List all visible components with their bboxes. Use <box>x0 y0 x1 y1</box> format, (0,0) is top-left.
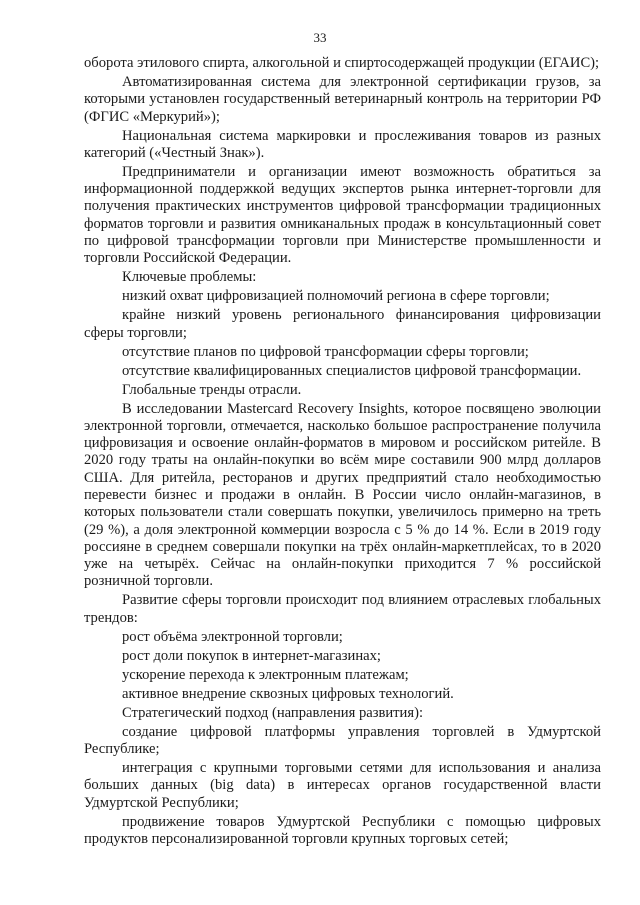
list-item: активное внедрение сквозных цифровых технологий. <box>122 685 454 702</box>
paragraph: Предприниматели и организации имеют возможность обратиться за информационной поддержкой ведущих экспертов рынка интернет-торговли для получения практических инструментов цифровой трансформации традиционных форматов торговли и развития омниканальных продаж в консультационный совет по цифровой трансформации торговли при Министерстве промышленности и торговли Российской Федерации. <box>84 163 601 267</box>
paragraph: В исследовании Mastercard Recovery Insights, которое посвящено эволюции электронной торговли, отмечается, насколько большое распространение получила цифровизация и освоение онлайн-форматов в мировом и российском ритейле. В 2020 году траты на онлайн-покупки во всём мире составили 900 млрд долларов США. Для ритейла, ресторанов и других предприятий стало необходимостью перевести бизнес и продажи в онлайн. В России число онлайн-магазинов, в которых пользователи стали совершать покупки, увеличилось примерно на треть (29 %), а доля электронной коммерции возросла с 5 % до 14 %. Если в 2019 году россияне в среднем совершали покупки на трёх онлайн-маркетплейсах, то в 2020 уже на четырёх. Сейчас на онлайн-покупки приходится 7 % российской розничной торговли. <box>84 400 601 590</box>
paragraph: Глобальные тренды отрасли. <box>122 381 302 398</box>
paragraph: Ключевые проблемы: <box>122 269 257 286</box>
list-item: рост доли покупок в интернет-магазинах; <box>122 647 381 664</box>
list-item: отсутствие планов по цифровой трансформации сферы торговли; <box>122 343 529 360</box>
paragraph: Автоматизированная система для электронной сертификации грузов, за которыми установлен государственный ветеринарный контроль на территории РФ (ФГИС «Меркурий»); <box>84 73 601 125</box>
list-item: рост объёма электронной торговли; <box>122 628 343 645</box>
document-body <box>84 55 601 850</box>
list-item: низкий охват цифровизацией полномочий региона в сфере торговли; <box>122 288 550 305</box>
list-item: ускорение перехода к электронным платежам; <box>122 666 409 683</box>
paragraph: Стратегический подход (направления развития): <box>122 704 423 721</box>
list-item: продвижение товаров Удмуртской Республики с помощью цифровых продуктов персонализированной торговли крупных торговых сетей; <box>84 813 601 847</box>
paragraph: Развитие сферы торговли происходит под влиянием отраслевых глобальных трендов: <box>84 592 601 626</box>
page-number: 33 <box>313 30 327 45</box>
paragraph: Национальная система маркировки и прослеживания товаров из разных категорий («Честный Знак»). <box>84 127 601 161</box>
paragraph: оборота этилового спирта, алкогольной и спиртосодержащей продукции (ЕГАИС); <box>84 55 600 71</box>
list-item: интеграция с крупными торговыми сетями для использования и анализа больших данных (big data) в интересах органов государственной власти Удмуртской Республики; <box>84 759 601 811</box>
list-item: создание цифровой платформы управления торговлей в Удмуртской Республике; <box>84 723 601 757</box>
list-item: крайне низкий уровень регионального финансирования цифровизации сферы торговли; <box>84 307 601 341</box>
list-item: отсутствие квалифицированных специалистов цифровой трансформации. <box>122 362 582 379</box>
